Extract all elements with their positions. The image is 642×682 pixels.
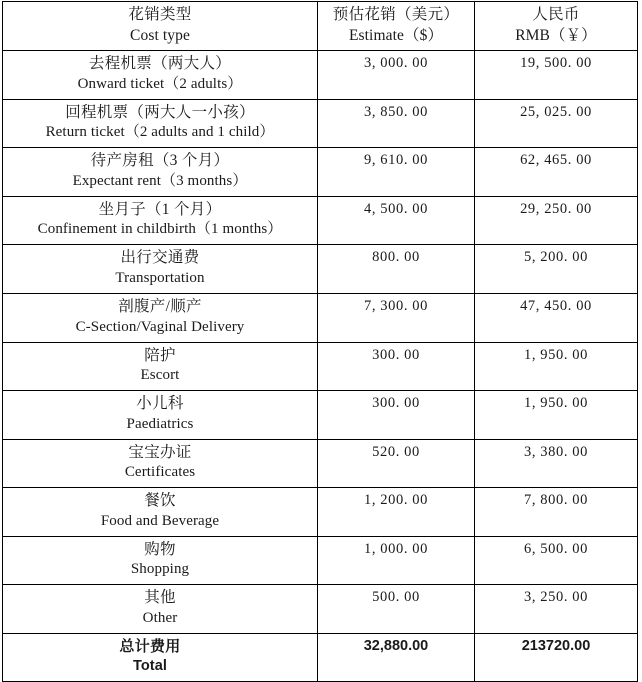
cost-type-zh: 回程机票（两大人一小孩）: [65, 103, 255, 121]
table-row: [3, 488, 638, 537]
table-row: [3, 51, 638, 100]
estimate-value: 1, 200. 00: [364, 492, 428, 509]
rmb-cell: [475, 536, 638, 585]
table-body: [3, 2, 638, 682]
cost-type-cell: [3, 245, 318, 294]
header-cost-type-zh: 花销类型: [128, 6, 192, 23]
rmb-value: 47, 450. 00: [520, 297, 592, 314]
cost-type-cell: [3, 51, 318, 100]
estimate-value: 300. 00: [372, 346, 420, 363]
estimate-cell: [318, 293, 475, 342]
estimate-value: 520. 00: [372, 443, 420, 460]
estimate-cell: [318, 51, 475, 100]
total-estimate-cell: [318, 633, 475, 681]
estimate-cell: [318, 488, 475, 537]
header-cell-estimate: [318, 2, 475, 51]
table-row: [3, 99, 638, 148]
rmb-cell: [475, 245, 638, 294]
header-cell-cost-type: [3, 2, 318, 51]
rmb-value: 7, 800. 00: [524, 492, 588, 509]
rmb-value: 1, 950. 00: [524, 395, 588, 412]
estimate-cell: [318, 148, 475, 197]
table-row: [3, 342, 638, 391]
cost-type-zh: 购物: [144, 540, 176, 558]
rmb-cell: [475, 51, 638, 100]
cost-type-en: Onward ticket（2 adults）: [77, 75, 243, 92]
cost-type-cell: [3, 148, 318, 197]
estimate-cell: [318, 245, 475, 294]
table-row: [3, 536, 638, 585]
cost-type-en: C-Section/Vaginal Delivery: [75, 318, 245, 335]
table-row: [3, 585, 638, 634]
estimate-cell: [318, 342, 475, 391]
table-row: [3, 148, 638, 197]
header-rmb-en: RMB（￥）: [515, 26, 597, 44]
estimate-cell: [318, 99, 475, 148]
cost-type-en: Confinement in childbirth（1 months）: [37, 221, 283, 238]
header-rmb-zh: 人民币: [532, 6, 580, 23]
cost-estimate-table: [2, 1, 638, 682]
header-cost-type-en: Cost type: [130, 26, 190, 44]
cost-type-cell: [3, 488, 318, 537]
table-row: [3, 245, 638, 294]
estimate-value: 800. 00: [372, 249, 420, 266]
estimate-value: 500. 00: [372, 589, 420, 606]
rmb-cell: [475, 99, 638, 148]
cost-type-zh: 其他: [144, 589, 176, 607]
cost-type-cell: [3, 293, 318, 342]
table-row: [3, 293, 638, 342]
estimate-value: 1, 000. 00: [364, 540, 428, 557]
cost-type-zh: 坐月子（1 个月）: [98, 200, 222, 218]
rmb-cell: [475, 488, 638, 537]
table-row: [3, 196, 638, 245]
total-label-zh: 总计费用: [119, 637, 181, 655]
estimate-value: 7, 300. 00: [364, 297, 428, 314]
rmb-cell: [475, 196, 638, 245]
rmb-value: 1, 950. 00: [524, 346, 588, 363]
rmb-cell: [475, 342, 638, 391]
cost-type-en: Food and Beverage: [100, 512, 220, 529]
estimate-value: 300. 00: [372, 395, 420, 412]
cost-type-zh: 出行交通费: [120, 249, 200, 267]
estimate-value: 3, 850. 00: [364, 103, 428, 120]
cost-type-en: Paediatrics: [126, 415, 194, 432]
estimate-value: 9, 610. 00: [364, 152, 428, 169]
rmb-cell: [475, 439, 638, 488]
estimate-cell: [318, 391, 475, 440]
cost-type-zh: 剖腹产/顺产: [118, 297, 202, 315]
total-rmb-cell: [475, 633, 638, 681]
rmb-cell: [475, 148, 638, 197]
estimate-cell: [318, 439, 475, 488]
table-header-row: [3, 2, 638, 51]
cost-type-cell: [3, 196, 318, 245]
estimate-cell: [318, 536, 475, 585]
cost-type-en: Expectant rent（3 months）: [72, 172, 248, 189]
rmb-cell: [475, 293, 638, 342]
rmb-cell: [475, 391, 638, 440]
cost-type-cell: [3, 99, 318, 148]
total-label-en: Total: [132, 657, 168, 674]
total-estimate-value: 32,880.00: [363, 637, 429, 654]
cost-type-zh: 去程机票（两大人）: [88, 55, 232, 73]
header-estimate-en: Estimate（$）: [348, 26, 444, 44]
rmb-value: 25, 025. 00: [520, 103, 592, 120]
cost-type-cell: [3, 536, 318, 585]
rmb-value: 3, 380. 00: [524, 443, 588, 460]
cost-type-zh: 宝宝办证: [128, 443, 192, 461]
cost-type-en: Return ticket（2 adults and 1 child）: [45, 124, 275, 141]
cost-type-zh: 陪护: [144, 346, 176, 364]
header-cell-rmb: [475, 2, 638, 51]
table-row: [3, 391, 638, 440]
header-estimate-zh: 预估花销（美元）: [332, 6, 460, 23]
cost-type-en: Escort: [140, 367, 180, 384]
estimate-cell: [318, 585, 475, 634]
table-row: [3, 439, 638, 488]
total-label-cell: [3, 633, 318, 681]
cost-type-zh: 餐饮: [144, 492, 176, 510]
estimate-value: 3, 000. 00: [364, 55, 428, 72]
rmb-value: 62, 465. 00: [520, 152, 592, 169]
cost-type-en: Other: [142, 609, 178, 626]
cost-type-en: Transportation: [115, 270, 205, 287]
cost-type-en: Certificates: [124, 464, 196, 481]
cost-type-cell: [3, 342, 318, 391]
estimate-value: 4, 500. 00: [364, 200, 428, 217]
rmb-value: 5, 200. 00: [524, 249, 588, 266]
cost-type-en: Shopping: [130, 561, 190, 578]
rmb-value: 6, 500. 00: [524, 540, 588, 557]
cost-type-cell: [3, 585, 318, 634]
rmb-cell: [475, 585, 638, 634]
cost-type-zh: 小儿科: [136, 395, 184, 413]
rmb-value: 19, 500. 00: [520, 55, 592, 72]
rmb-value: 29, 250. 00: [520, 200, 592, 217]
table-total-row: [3, 633, 638, 681]
cost-type-zh: 待产房租（3 个月）: [90, 152, 230, 170]
total-rmb-value: 213720.00: [521, 637, 591, 654]
cost-type-cell: [3, 439, 318, 488]
cost-type-cell: [3, 391, 318, 440]
estimate-cell: [318, 196, 475, 245]
rmb-value: 3, 250. 00: [524, 589, 588, 606]
